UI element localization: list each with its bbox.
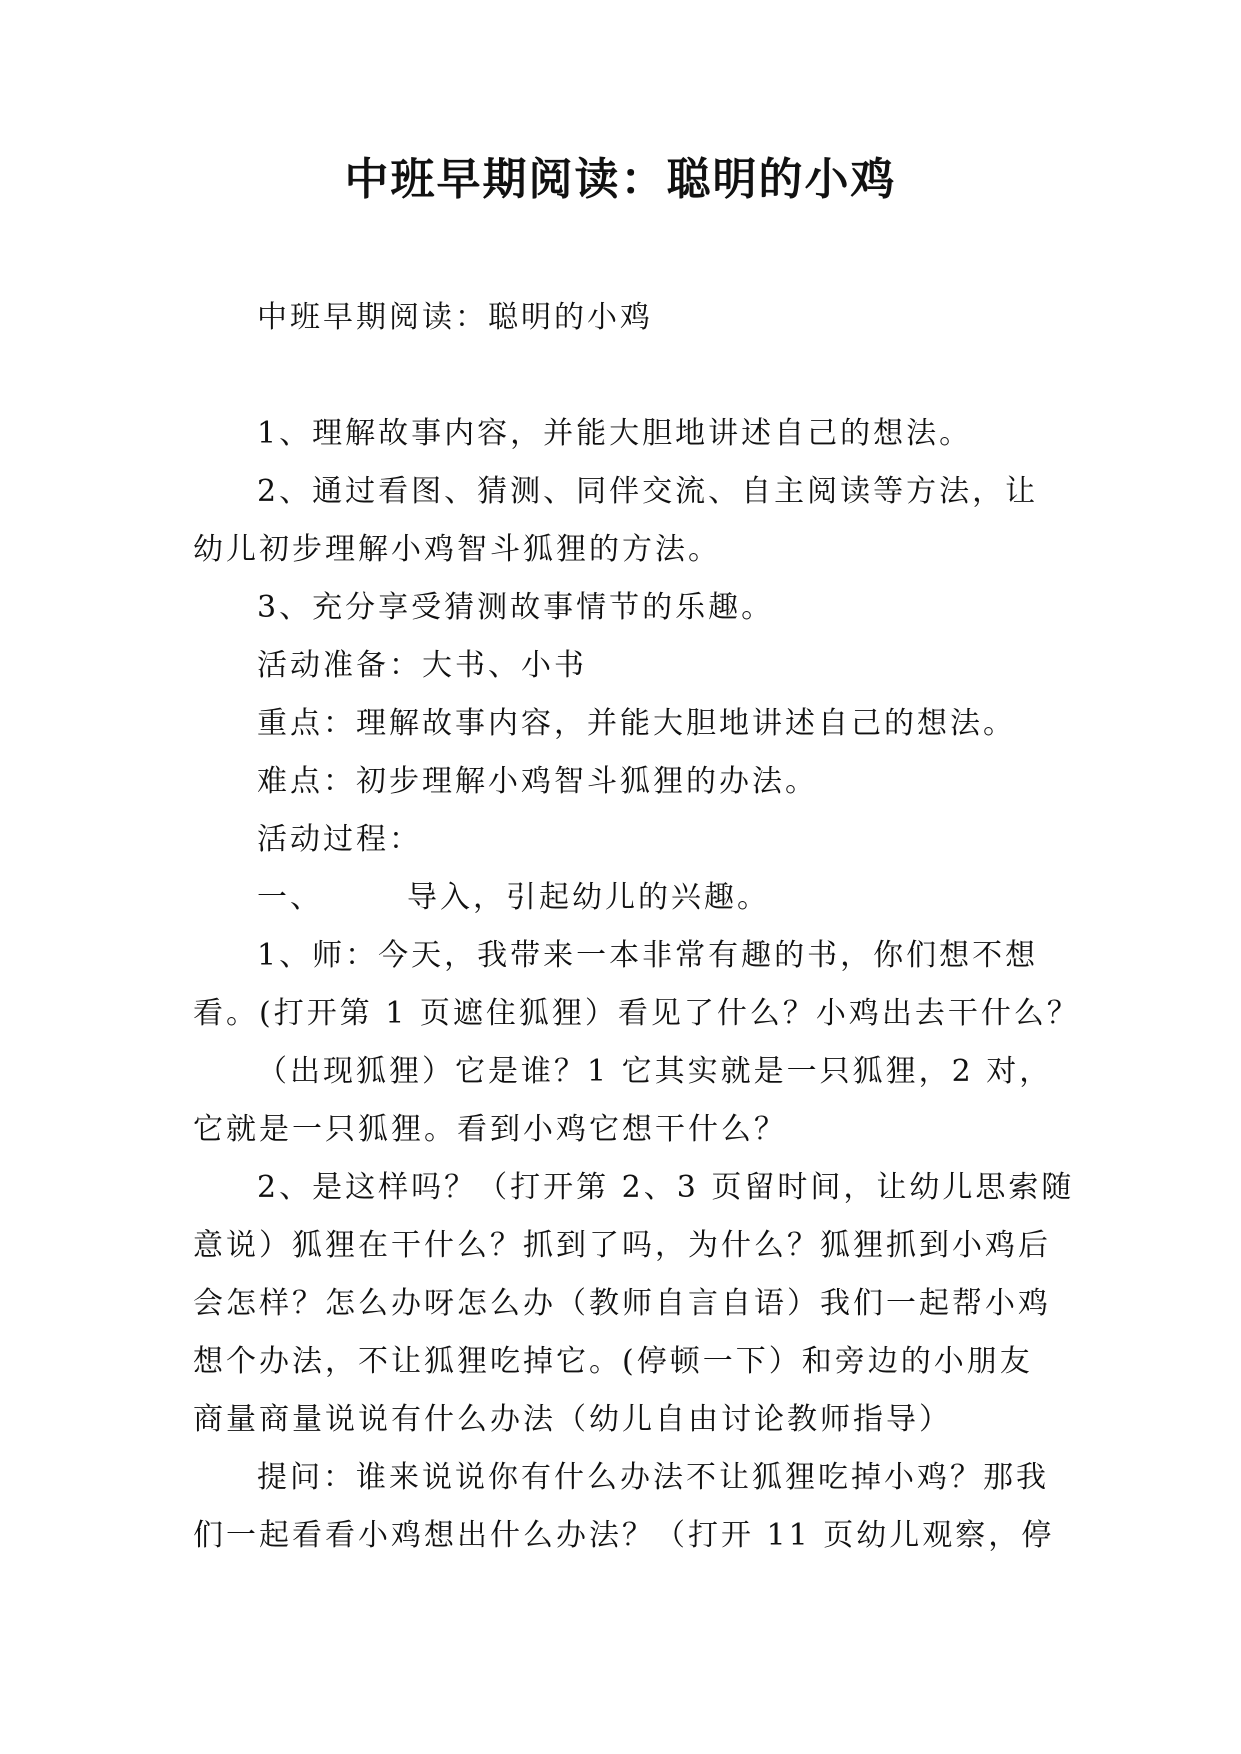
document-subtitle: 中班早期阅读：聪明的小鸡 — [257, 300, 653, 335]
body-line: 商量商量说说有什么办法（幼儿自由讨论教师指导） — [193, 1402, 952, 1437]
body-line: 1、师：今天，我带来一本非常有趣的书，你们想不想 — [257, 938, 1039, 973]
body-line: 3、充分享受猜测故事情节的乐趣。 — [257, 590, 775, 625]
body-line: 会怎样？怎么办呀怎么办（教师自言自语）我们一起帮小鸡 — [193, 1286, 1051, 1321]
paragraph-gap — [193, 347, 1053, 405]
body-line: 们一起看看小鸡想出什么办法？（打开 11 页幼儿观察，停 — [193, 1518, 1055, 1553]
body-line: 看。(打开第 1 页遮住狐狸）看见了什么？小鸡出去干什么？ — [193, 996, 1080, 1031]
body-line: 活动过程： — [257, 822, 422, 857]
body-line: 2、是这样吗？（打开第 2、3 页留时间，让幼儿思索随 — [257, 1170, 1075, 1205]
body-line: 一、 导入，引起幼儿的兴趣。 — [257, 880, 770, 915]
body-line: 想个办法，不让狐狸吃掉它。(停顿一下）和旁边的小朋友 — [193, 1344, 1033, 1379]
body-line: 意说）狐狸在干什么？抓到了吗，为什么？狐狸抓到小鸡后 — [193, 1228, 1051, 1263]
body-line: 重点：理解故事内容，并能大胆地讲述自己的想法。 — [257, 706, 1016, 741]
body-line: 难点：初步理解小鸡智斗狐狸的办法。 — [257, 764, 818, 799]
body-line: 幼儿初步理解小鸡智斗狐狸的方法。 — [193, 532, 721, 567]
body-line: 1、理解故事内容，并能大胆地讲述自己的想法。 — [257, 416, 973, 451]
body-line: 它就是一只狐狸。看到小鸡它想干什么？ — [193, 1112, 787, 1147]
document-title: 中班早期阅读：聪明的小鸡 — [344, 154, 897, 205]
body-line: 活动准备：大书、小书 — [257, 648, 587, 683]
body-line: （出现狐狸）它是谁？1 它其实就是一只狐狸，2 对， — [257, 1054, 1053, 1089]
body-line: 提问：谁来说说你有什么办法不让狐狸吃掉小鸡？那我 — [257, 1460, 1049, 1495]
document-body — [193, 289, 1080, 1565]
body-line: 2、通过看图、猜测、同伴交流、自主阅读等方法，让 — [257, 474, 1039, 509]
